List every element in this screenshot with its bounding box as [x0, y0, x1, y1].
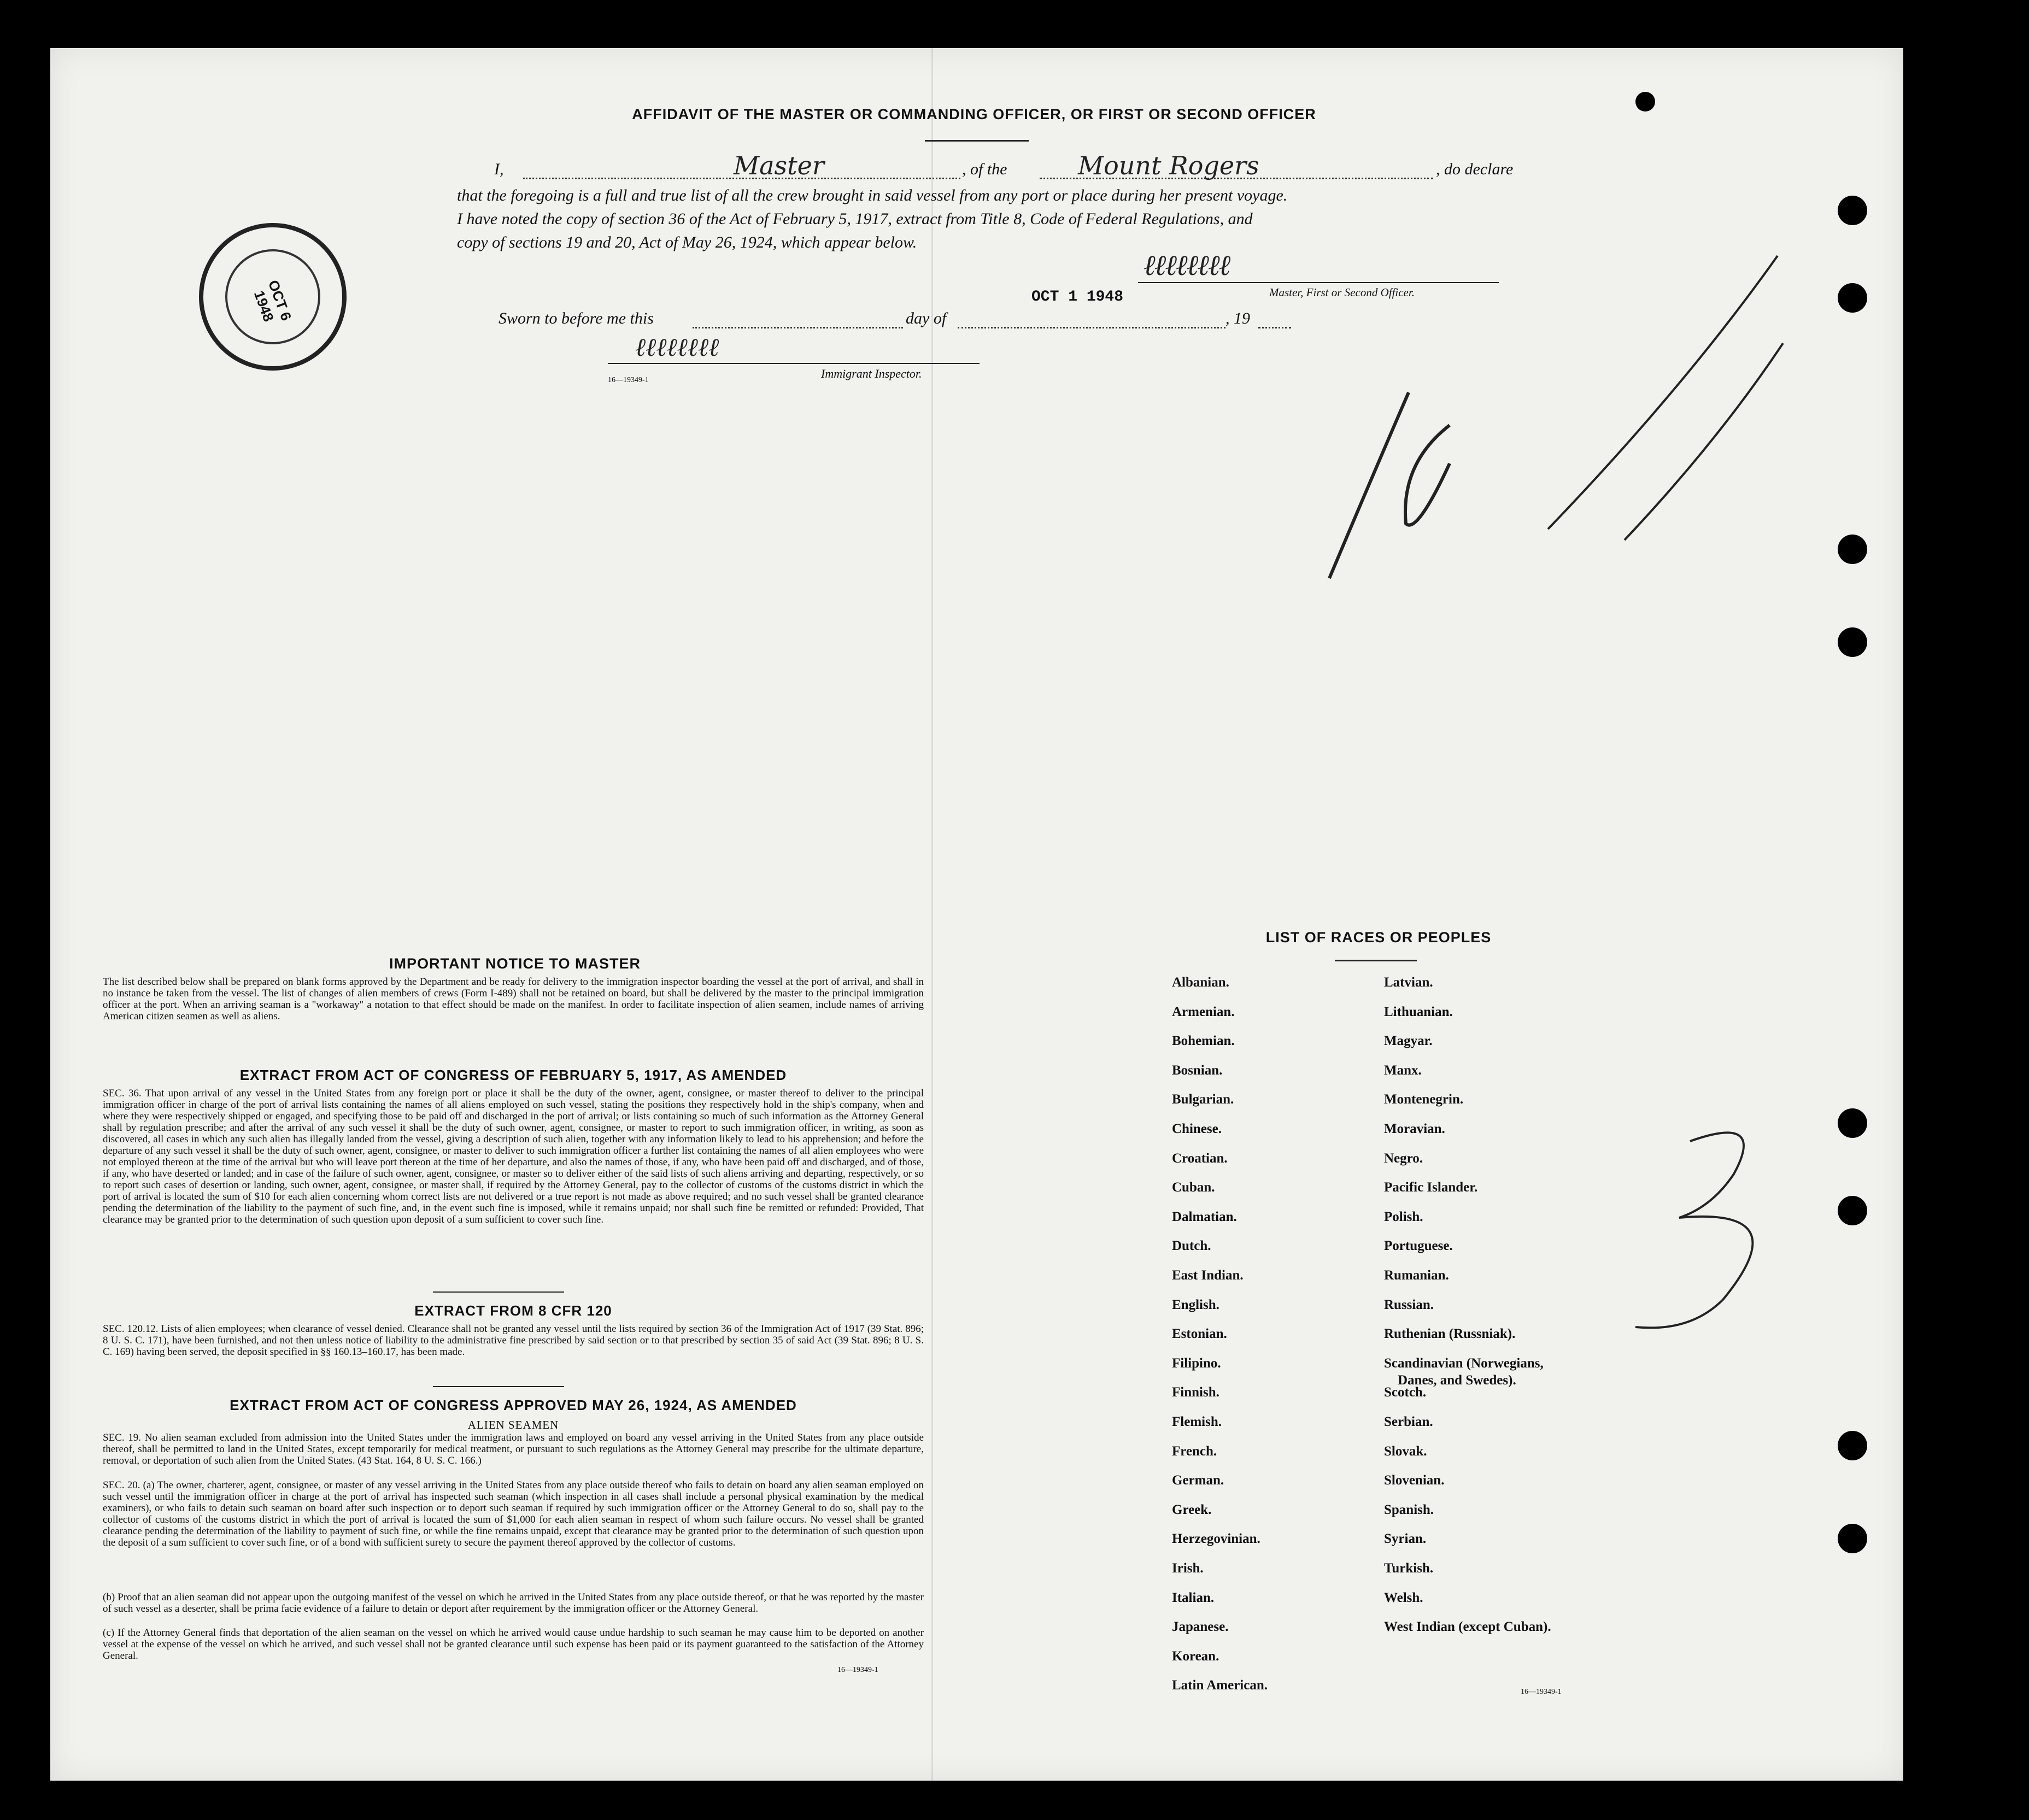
affidavit-line1-i: I,: [494, 160, 504, 178]
notice-title: IMPORTANT NOTICE TO MASTER: [389, 955, 641, 972]
extract-cfr-body: SEC. 120.12. Lists of alien employees; when clearance of vessel denied. Clearance shall not be granted any vessel until the lists required by section 36 of the Immigration Act of 1917 (39 Stat. 896; 8 U. S. C. 171), have been furnished, and not then unless notice of liability to the administrative fine prescribed by said section or to that prescribed by section 35 of said Act (39 Stat. 896; 8 U. S. C. 169) having been served, the deposit specified in §§ 160.13–160.17, has been made.: [103, 1323, 924, 1358]
race-item: English.: [1172, 1297, 1219, 1312]
race-item: Armenian.: [1172, 1004, 1235, 1019]
race-item: Turkish.: [1384, 1561, 1434, 1576]
race-item: Albanian.: [1172, 975, 1229, 990]
extract-cfr-title: EXTRACT FROM 8 CFR 120: [414, 1302, 612, 1319]
race-item: Russian.: [1384, 1297, 1434, 1312]
race-item: Negro.: [1384, 1150, 1423, 1166]
race-item: Lithuanian.: [1384, 1004, 1453, 1019]
race-item: Japanese.: [1172, 1619, 1229, 1635]
hand-stroke-2: [1625, 343, 1783, 540]
race-item: Latin American.: [1172, 1678, 1268, 1693]
sworn-text: Sworn to before me this: [499, 309, 654, 327]
signature-caption: Master, First or Second Officer.: [1269, 286, 1415, 299]
extract-1924-sec20c: (c) If the Attorney General finds that deportation of the alien seaman on the vessel on which he arrived would cause undue hardship to such seaman he may cause him to be deported on another vessel at the expense of the vessel on which he arrived, and such vessel shall not be granted clearance until such expense has been paid or its payment guaranteed to the satisfaction of the Attorney General.: [103, 1627, 924, 1662]
hand-stroke-slash: [1548, 256, 1778, 529]
extract-1924-subtitle: ALIEN SEAMEN: [467, 1418, 559, 1431]
extract-1924-sec20b: (b) Proof that an alien seaman did not appear upon the outgoing manifest of the vessel on which he arrived in the United States from any place outside thereof, or that he was reported by the master of such vessel as a deserter, shall be prima facie evidence of a failure to detain or deport after requirement by the immigration officer or the Attorney General.: [103, 1592, 924, 1614]
hand-number-3: [1635, 1132, 1752, 1328]
race-item: Scandinavian (Norwegians,: [1384, 1355, 1544, 1371]
hand-stroke-1: [1329, 392, 1409, 578]
race-item: Finnish.: [1172, 1385, 1219, 1400]
affidavit-line2: that the foregoing is a full and true list of all the crew brought in said vessel from any port or place during her present voyage.: [457, 186, 1288, 204]
race-item: Slovenian.: [1384, 1473, 1445, 1488]
race-item: Manx.: [1384, 1062, 1422, 1078]
race-item: Filipino.: [1172, 1355, 1221, 1371]
extract-1924-sec19: SEC. 19. No alien seaman excluded from admission into the United States under the immigration laws and employed on board any vessel arriving in the United States from any place outside thereof, shall be permitted to land in the United States, except temporarily for medical treatment, or pursuant to such regulations as the Attorney General may prescribe for the ultimate departure, removal, or deportation of such alien from the United States. (43 Stat. 164, 8 U. S. C. 166.): [103, 1432, 924, 1466]
extract-1917-body: SEC. 36. That upon arrival of any vessel in the United States from any foreign port or place it shall be the duty of the owner, agent, consignee, or master thereof to deliver to the principal immigration officer in charge of the port of arrival lists containing the names of all aliens employed on such vessel, stating the positions they respectively hold in the ship's company, when and where they were respectively shipped or engaged, and specifying those to be paid off and discharged in the port of arrival; or lists containing so much of such information as the Attorney General shall by regulation prescribe; and after the arrival of any such vessel it shall be the duty of such owner, agent, consignee, or master to report to such immigration officer, in writing, as soon as discovered, all cases in which any such alien has illegally landed from the vessel, giving a description of such alien, together with any information likely to lead to his apprehension; and before the departure of any such vessel it shall be the duty of such owner, agent, consignee, or master to deliver to such immigration officer a further list containing the names of all alien employees who were not employed thereon at the time of the arrival but who will leave port thereon at the time of her departure, and also the names of those, if any, who have been paid off and discharged, and of those, if any, who have deserted or landed; and in case of the failure of such owner, agent, consignee, or master so to deliver either of the said lists of such aliens arriving and departing, respectively, or so to report such cases of desertion or landing, such owner, agent, consignee, or master shall, if required by the Attorney General, pay to the collector of customs of the customs district in which the port of arrival is located the sum of $10 for each alien concerning whom correct lists are not delivered or a true report is not made as above required; and no such vessel shall be granted clearance pending the determination of the liability to the payment of such fine, and, in the event such fine is imposed, while it remains unpaid; nor shall such fine be remitted or refunded: Provided, That clearance may be granted prior to the determination of such question upon deposit of a sum sufficient to cover such fine.: [103, 1088, 924, 1225]
extract-form-number: 16—19349-1: [837, 1666, 878, 1674]
race-item: Cuban.: [1172, 1180, 1215, 1195]
inspector-caption: Immigrant Inspector.: [821, 367, 922, 380]
race-item: Spanish.: [1384, 1502, 1434, 1517]
races-form-number: 16—19349-1: [1521, 1688, 1562, 1696]
race-item: Estonian.: [1172, 1326, 1227, 1342]
extract-1917-title: EXTRACT FROM ACT OF CONGRESS OF FEBRUARY 5, 1917, AS AMENDED: [239, 1067, 787, 1083]
race-item: Magyar.: [1384, 1034, 1433, 1049]
divider-rule: [433, 1291, 564, 1293]
race-item: Chinese.: [1172, 1122, 1222, 1136]
race-item: Danes, and Swedes).: [1398, 1373, 1516, 1388]
race-item: Polish.: [1384, 1209, 1423, 1224]
inspector-signature: ℓℓℓℓℓℓℓℓ: [635, 332, 719, 362]
race-item: Dalmatian.: [1172, 1209, 1237, 1224]
document-sheet: [50, 48, 1903, 1781]
races-title: LIST OF RACES OR PEOPLES: [1265, 929, 1492, 946]
affidavit-title: AFFIDAVIT OF THE MASTER OR COMMANDING OFFICER, OR FIRST OR SECOND OFFICER: [632, 106, 1316, 122]
race-item: Italian.: [1172, 1590, 1215, 1605]
race-item: Montenegrin.: [1384, 1092, 1464, 1107]
race-item: Syrian.: [1384, 1531, 1427, 1547]
race-item: Latvian.: [1384, 975, 1433, 990]
vessel-handwritten: Mount Rogers: [1078, 151, 1259, 180]
date-stamp: OCT 1 1948: [1031, 289, 1124, 306]
notice-body: The list described below shall be prepared on blank forms approved by the Department and be ready for delivery to the immigration inspector boarding the vessel at the port of arrival, and shall in no instance be taken from the vessel. The list of changes of alien members of crews (Form I-489) shall not be retained on board, but shall be delivered by the master to the principal immigration officer at the port. When an arriving seaman is a "workaway" a notation to that effect should be made on the manifest. In order to facilitate inspection of alien seamen, include names of arriving American citizen seamen as well as aliens.: [103, 976, 924, 1022]
race-item: Croatian.: [1172, 1150, 1228, 1166]
race-item: Serbian.: [1384, 1414, 1433, 1429]
divider-rule: [433, 1386, 564, 1387]
sworn-day-of: day of: [906, 309, 947, 327]
affidavit-line3: I have noted the copy of section 36 of the Act of February 5, 1917, extract from Title 8, Code of Federal Regulations, and: [457, 210, 1253, 228]
race-item: Flemish.: [1172, 1414, 1222, 1429]
sworn-year: , 19: [1225, 309, 1250, 327]
rank-handwritten: Master: [734, 151, 824, 180]
affidavit-line1-of: , of the: [962, 160, 1007, 178]
races-rule: [1335, 960, 1417, 961]
race-item: Korean.: [1172, 1648, 1219, 1664]
race-item: West Indian (except Cuban).: [1384, 1619, 1551, 1635]
extract-1924-title: EXTRACT FROM ACT OF CONGRESS APPROVED MAY 26, 1924, AS AMENDED: [230, 1397, 797, 1413]
race-item: Portuguese.: [1384, 1238, 1453, 1254]
inspector-form-number: 16—19349-1: [608, 376, 649, 384]
race-item: Moravian.: [1384, 1122, 1445, 1136]
race-item: Herzegovinian.: [1172, 1531, 1260, 1547]
affidavit-line4: copy of sections 19 and 20, Act of May 26, 1924, which appear below.: [457, 233, 917, 251]
race-item: Bosnian.: [1172, 1062, 1223, 1078]
race-item: Bohemian.: [1172, 1034, 1235, 1049]
hand-stroke-0: [1405, 425, 1450, 525]
affidavit-line1-declare: , do declare: [1436, 160, 1514, 178]
race-item: Greek.: [1172, 1502, 1212, 1517]
race-item: Rumanian.: [1384, 1268, 1449, 1283]
stamp-date: OCT 6 1948: [250, 278, 295, 324]
race-item: East Indian.: [1172, 1268, 1244, 1283]
extract-1924-sec20a: SEC. 20. (a) The owner, charterer, agent, consignee, or master of any vessel arriving in the United States from any place outside thereof who fails to detain on board any alien seaman employed on such vessel until the immigration officer in charge at the port of arrival has inspected such seaman (which inspection in all cases shall include a personal physical examination by the medical examiners), or who fails to detain such seaman on board after such inspection or to deport such seaman if required by such immigration officer or the Attorney General to do so, shall pay to the collector of customs of the customs district in which the port of arrival is located the sum of $1,000 for each alien seaman in respect of whom such failure occurs. No vessel shall be granted clearance pending the determination of the liability to payment of such fine, or while the fine remains unpaid, except that clearance may be granted prior to the determination of such question upon the deposit of a sum sufficient to cover such fine, or of a bond with sufficient surety to secure the payment thereof approved by the collector of customs.: [103, 1480, 924, 1548]
race-item: Scotch.: [1384, 1385, 1427, 1400]
race-item: French.: [1172, 1443, 1217, 1459]
race-item: German.: [1172, 1473, 1224, 1488]
master-signature: ℓℓℓℓℓℓℓℓ: [1143, 249, 1230, 282]
race-item: Ruthenian (Russniak).: [1384, 1326, 1516, 1342]
race-item: Bulgarian.: [1172, 1092, 1234, 1107]
race-item: Welsh.: [1384, 1590, 1423, 1605]
race-item: Pacific Islander.: [1384, 1180, 1478, 1195]
race-item: Slovak.: [1384, 1443, 1427, 1459]
race-item: Dutch.: [1172, 1238, 1211, 1254]
race-item: Irish.: [1172, 1561, 1204, 1576]
